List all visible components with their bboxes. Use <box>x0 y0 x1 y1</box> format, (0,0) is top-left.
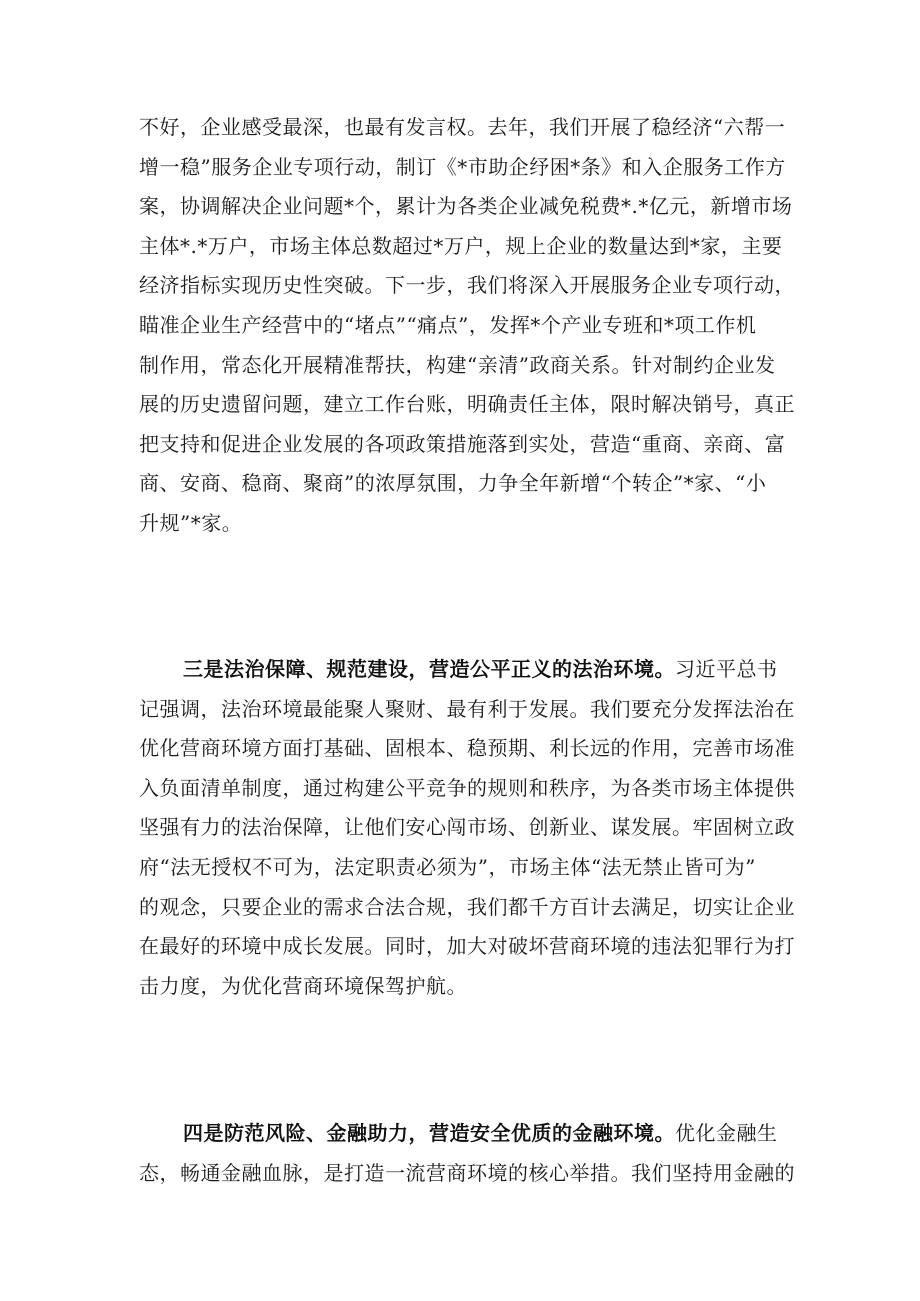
paragraph-line: 入负面清单制度，通过构建公平竞争的规则和秩序，为各类市场主体提供 <box>139 775 795 800</box>
paragraph-line: 制作用，常态化开展精准帮扶，构建“亲清”政商关系。针对制约企业发 <box>139 352 776 377</box>
paragraph-line: 优化营商环境方面打基础、固根本、稳预期、利长远的作用，完善市场准 <box>139 736 795 761</box>
paragraph-line: 记强调，法治环境最能聚人聚财、最有利于发展。我们要充分发挥法治在 <box>139 696 795 721</box>
paragraph-line: 升规”*家。 <box>139 510 243 535</box>
paragraph-first-line-rest: 优化金融生 <box>675 1121 778 1145</box>
paragraph-line: 瞄准企业生产经营中的“堵点”“痛点”，发挥*个产业专班和*项工作机 <box>139 312 757 337</box>
paragraph-first-line <box>139 1114 779 1154</box>
paragraph-line: 案，协调解决企业问题*个，累计为各类企业减免税费*.*亿元，新增市场 <box>139 194 793 219</box>
paragraph-first-line <box>139 650 779 690</box>
paragraph-lead-heading: 三是法治保障、规范建设，营造公平正义的法治环境。 <box>183 657 675 681</box>
paragraph-line: 击力度，为优化营商环境保驾护航。 <box>139 973 467 998</box>
paragraph-line: 展的历史遗留问题，建立工作台账，明确责任主体，限时解决销号，真正 <box>139 392 795 417</box>
paragraph-line: 主体*.*万户，市场主体总数超过*万户，规上企业的数量达到*家，主要 <box>139 233 783 258</box>
paragraph-line: 不好，企业感受最深，也最有发言权。去年，我们开展了稳经济“六帮一 <box>139 115 786 139</box>
paragraph-line: 在最好的环境中成长发展。同时，加大对破坏营商环境的违法犯罪行为打 <box>139 934 795 959</box>
paragraph-line: 府“法无授权不可为，法定职责必须为”，市场主体“法无禁止皆可为” <box>139 854 756 879</box>
paragraph-3 <box>139 1114 795 1193</box>
paragraph-1 <box>139 108 795 544</box>
paragraph-line: 增一稳”服务企业专项行动，制订《*市助企纾困*条》和入企服务工作方 <box>139 154 786 179</box>
paragraph-line: 的观念，只要企业的需求合法合规，我们都千方百计去满足，切实让企业 <box>139 894 795 919</box>
paragraph-2 <box>139 650 795 1006</box>
paragraph-first-line-rest: 习近平总书 <box>675 657 778 681</box>
paragraph-lead-heading: 四是防范风险、金融助力，营造安全优质的金融环境。 <box>183 1121 675 1145</box>
paragraph-line: 商、安商、稳商、聚商”的浓厚氛围，力争全年新增“个转企”*家、“小 <box>139 471 767 496</box>
paragraph-line: 坚强有力的法治保障，让他们安心闯市场、创新业、谋发展。牢固树立政 <box>139 815 795 840</box>
paragraph-line: 把支持和促进企业发展的各项政策措施落到实处，营造“重商、亲商、富 <box>139 431 786 456</box>
paragraph-line: 经济指标实现历史性突破。下一步，我们将深入开展服务企业专项行动， <box>139 273 795 298</box>
paragraph-line: 态，畅通金融血脉，是打造一流营商环境的核心举措。我们坚持用金融的 <box>139 1160 795 1185</box>
